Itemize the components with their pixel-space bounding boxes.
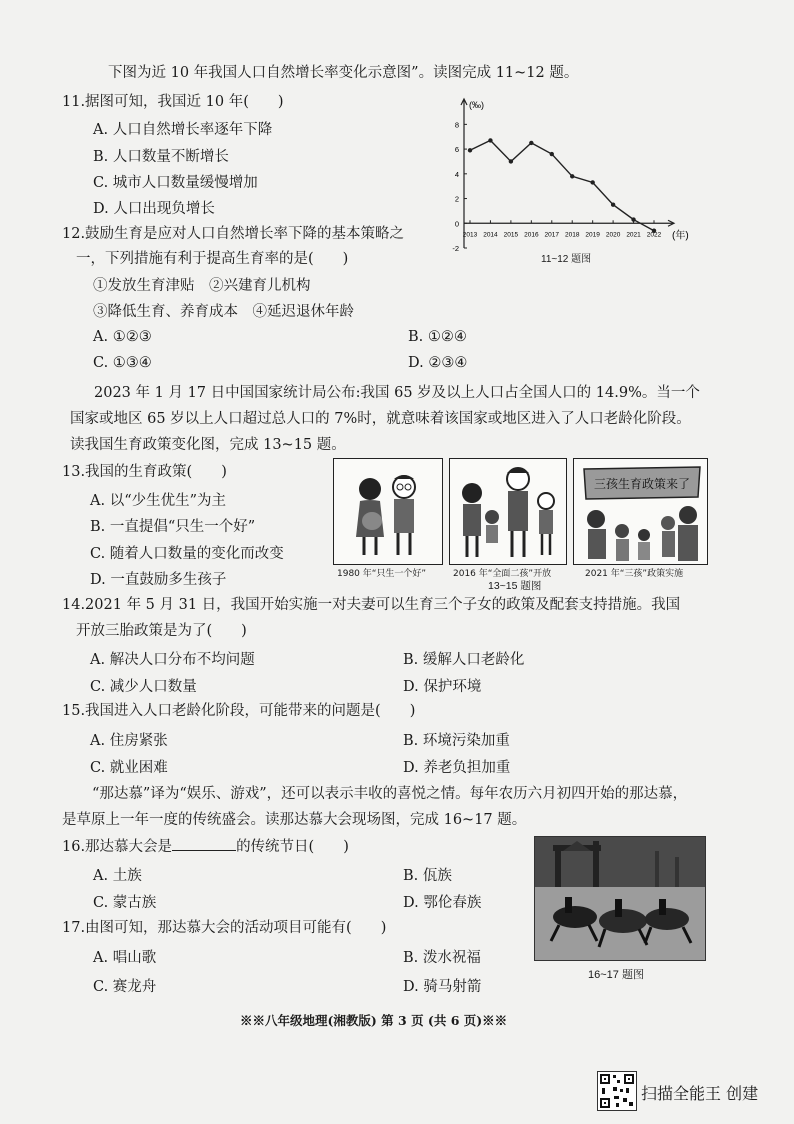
x-tick-label-2016: 2016 [524,231,539,239]
question-stem-line1: 12.鼓励生育是应对人口自然增长率下降的基本策略之 [62,226,405,242]
x-tick-label-2013: 2013 [462,231,478,239]
question-stem-line2: 一，下列措施有利于提高生育率的是( ) [76,251,349,267]
two-child-family-illustration [450,459,566,564]
option-d[interactable]: D. 人口出现负增长 [93,201,215,217]
y-tick-label: -2 [452,244,459,253]
y-tick-label: 4 [454,169,459,179]
data-point-2020 [611,203,615,207]
question-stem: 15.我国进入人口老龄化阶段，可能带来的问题是( ) [62,703,416,719]
data-point-2017 [550,152,554,156]
x-tick-label-2019: 2019 [585,231,600,239]
intro-16-17-line2: 是草原上一年一度的传统盛会。读那达慕大会现场图，完成 16~17 题。 [62,812,527,828]
x-tick-label-2022: 2022 [646,231,662,239]
option-c[interactable]: C. ①③④ [93,355,152,371]
policy-caption-1980: 1980 年“只生一个好” [337,569,427,579]
option-b[interactable]: B. 泼水祝福 [403,950,481,966]
qr-code-icon [597,1071,637,1111]
question-stem [62,836,349,857]
one-child-family-illustration [334,459,442,564]
y-tick-label: 6 [454,145,459,155]
option-b[interactable]: B. 人口数量不断增长 [93,149,229,165]
data-point-2015 [509,159,513,163]
policy-panel-1980 [333,458,443,565]
option-a[interactable]: A. 土族 [93,868,142,884]
naadam-photo [534,836,706,961]
y-tick-label: 2 [454,194,459,204]
option-d[interactable]: D. 骑马射箭 [403,979,482,995]
option-d[interactable]: D. 保护环境 [403,679,482,695]
option-b[interactable]: B. 佤族 [403,868,452,884]
option-c[interactable]: C. 蒙古族 [93,895,157,911]
question-stem-pre: 16.那达慕大会是 [62,839,173,855]
intro-11-12: 下图为近 10 年我国人口自然增长率变化示意图”。读图完成 11~12 题。 [108,65,579,81]
option-a[interactable]: A. 人口自然增长率逐年下降 [93,122,273,138]
policy-caption-2021: 2021 年“三孩”政策实施 [585,569,684,579]
x-tick-label-2015: 2015 [503,231,519,239]
chart-caption: 11~12 题图 [541,254,592,265]
data-point-2014 [488,138,492,142]
option-d[interactable]: D. 鄂伦春族 [403,895,482,911]
question-stem: 13.我国的生育政策( ) [62,464,227,480]
page-footer: ※※八年级地理(湘教版) 第 3 页 (共 6 页)※※ [240,1013,508,1028]
data-point-2018 [570,174,574,178]
intro-13-15-line1: 2023 年 1 月 17 日中国国家统计局公布:我国 65 岁及以上人口占全国人口的 14.9%。当一个 [94,385,700,401]
policy-panel-2016 [449,458,567,565]
policy-figure-caption: 13~15 题图 [488,580,542,592]
x-tick-label-2020: 2020 [605,231,621,239]
horse-racing-photo [535,837,705,960]
intro-16-17-line1: “那达慕”译为“娱乐、游戏”，还可以表示丰收的喜悦之情。每年农历六月初四开始的那达慕， [92,786,688,802]
photo-caption: 16~17 题图 [588,969,644,981]
measures-line1: ①发放生育津贴 ②兴建育儿机构 [93,278,311,294]
option-a[interactable]: A. 住房紧张 [90,733,168,749]
qr-pattern [598,1072,636,1110]
option-b[interactable]: B. 环境污染加重 [403,733,510,749]
x-tick-label-2017: 2017 [544,231,560,239]
option-b[interactable]: B. ①②④ [408,329,467,345]
population-growth-chart [440,90,720,270]
x-tick-label-2018: 2018 [564,231,580,239]
data-point-2013 [468,148,472,152]
scanner-brand: 扫描全能王 创建 [641,1084,759,1103]
answer-blank[interactable] [172,836,236,851]
option-c[interactable]: C. 城市人口数量缓慢增加 [93,175,258,191]
option-d[interactable]: D. 一直鼓励多生孩子 [90,572,227,588]
x-tick-label-2014: 2014 [483,231,498,239]
x-tick-label-2021: 2021 [626,231,641,239]
data-point-2016 [529,141,533,145]
question-stem: 11.据图可知，我国近 10 年( ) [62,94,284,110]
option-b[interactable]: B. 缓解人口老龄化 [403,652,525,668]
data-point-2019 [590,180,594,184]
question-stem-line1: 14.2021 年 5 月 31 日，我国开始实施一对夫妻可以生育三个子女的政策及配套支持措施。我国 [62,597,681,613]
question-stem-line2: 开放三胎政策是为了( ) [76,623,247,639]
option-a[interactable]: A. 以“少生优生”为主 [90,493,227,509]
option-c[interactable]: C. 赛龙舟 [93,979,157,995]
option-c[interactable]: C. 就业困难 [90,760,168,776]
data-point-2021 [631,217,635,221]
y-axis-unit: (‰) [469,100,484,110]
intro-13-15-line3: 读我国生育政策变化图，完成 13~15 题。 [70,437,346,453]
y-tick-label: 8 [454,120,459,130]
option-d[interactable]: D. 养老负担加重 [403,760,511,776]
policy-panel-2021 [573,458,708,565]
x-axis-unit: (年) [672,230,689,242]
option-a[interactable]: A. 解决人口分布不均问题 [90,652,255,668]
option-a[interactable]: A. ①②③ [93,329,152,345]
growth-rate-line [470,140,654,230]
question-stem-post: 的传统节日( ) [236,839,349,855]
option-c[interactable]: C. 减少人口数量 [90,679,197,695]
measures-line2: ③降低生育、养育成本 ④延迟退休年龄 [93,304,354,320]
option-a[interactable]: A. 唱山歌 [93,950,157,966]
option-b[interactable]: B. 一直提倡“只生一个好” [90,519,256,535]
option-c[interactable]: C. 随着人口数量的变化而改变 [90,546,284,562]
question-stem: 17.由图可知，那达慕大会的活动项目可能有( ) [62,920,387,936]
option-d[interactable]: D. ②③④ [408,355,468,371]
policy-caption-2016: 2016 年“全面二孩”开放 [453,569,552,579]
policy-banner: 三孩生育政策来了 [594,477,691,491]
y-tick-label: 0 [454,219,459,229]
intro-13-15-line2: 国家或地区 65 岁以上人口超过总人口的 7%时，就意味着该国家或地区进入了人口老龄化阶段。 [70,411,691,427]
